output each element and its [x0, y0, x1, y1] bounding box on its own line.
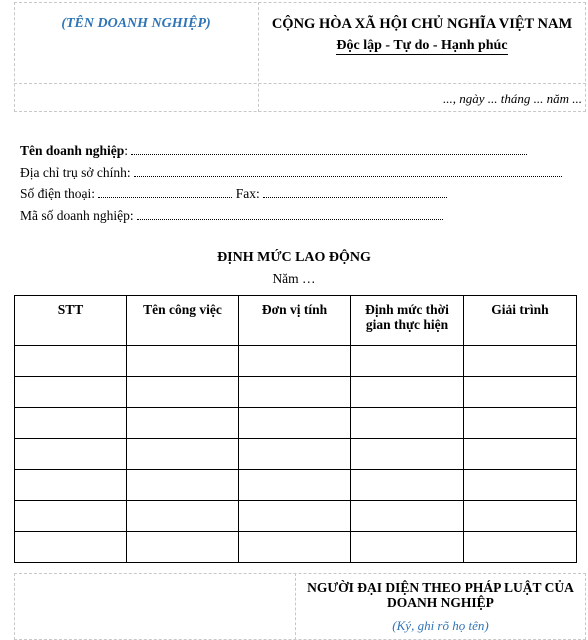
table-cell[interactable]: [127, 346, 239, 377]
phone-field[interactable]: [98, 187, 232, 198]
national-motto: [258, 38, 586, 54]
table-cell[interactable]: [15, 439, 127, 470]
column-header-stt: STT: [15, 296, 127, 346]
table-row: [15, 377, 577, 408]
signature-title: NGƯỜI ĐẠI DIỆN THEO PHÁP LUẬT CỦA DOANH NGHIỆP: [307, 580, 574, 610]
column-header-task-name: Tên công việc: [127, 296, 239, 346]
header-divider-horizontal: [14, 83, 586, 84]
tax-code-label: Mã số doanh nghiệp:: [20, 208, 134, 223]
table-cell[interactable]: [239, 439, 351, 470]
column-header-time-norm: Định mức thời gian thực hiện: [351, 296, 464, 346]
table-cell[interactable]: [239, 408, 351, 439]
table-cell[interactable]: [464, 470, 577, 501]
info-address: [20, 165, 562, 181]
table-cell[interactable]: [15, 501, 127, 532]
table-cell[interactable]: [127, 408, 239, 439]
date-line: ..., ngày ... tháng ... năm ...: [442, 91, 582, 106]
info-tax-code: [20, 208, 443, 224]
table-cell[interactable]: [15, 346, 127, 377]
company-placeholder: (TÊN DOANH NGHIỆP): [61, 16, 211, 31]
info-phone-fax: [20, 186, 447, 202]
table-cell[interactable]: [127, 532, 239, 563]
motto-text: Độc lập - Tự do - Hạnh phúc: [336, 38, 508, 53]
table-body: [15, 346, 577, 563]
labor-norm-table: [14, 295, 577, 563]
table-cell[interactable]: [239, 346, 351, 377]
table-header-row: [15, 296, 577, 346]
fax-label: Fax:: [235, 186, 260, 201]
company-name-field[interactable]: [131, 144, 527, 155]
table-cell[interactable]: [351, 408, 464, 439]
company-name-label: Tên doanh nghiệp: [20, 143, 125, 158]
national-title: CỘNG HÒA XÃ HỘI CHỦ NGHĨA VIỆT NAM: [271, 16, 573, 32]
document-title: ĐỊNH MỨC LAO ĐỘNG: [217, 250, 371, 265]
table-cell[interactable]: [239, 377, 351, 408]
table-cell[interactable]: [464, 377, 577, 408]
table-cell[interactable]: [351, 439, 464, 470]
table-cell[interactable]: [15, 532, 127, 563]
table-cell[interactable]: [351, 501, 464, 532]
table-row: [15, 408, 577, 439]
signature-note: (Ký, ghi rõ họ tên): [392, 618, 489, 633]
table-cell[interactable]: [127, 501, 239, 532]
table-cell[interactable]: [351, 346, 464, 377]
table-cell[interactable]: [239, 532, 351, 563]
table-cell[interactable]: [239, 470, 351, 501]
table-cell[interactable]: [464, 532, 577, 563]
column-header-explanation: Giải trình: [464, 296, 577, 346]
table-cell[interactable]: [15, 408, 127, 439]
table-row: [15, 501, 577, 532]
table-cell[interactable]: [127, 470, 239, 501]
table-cell[interactable]: [464, 408, 577, 439]
table-row: [15, 439, 577, 470]
table-cell[interactable]: [464, 439, 577, 470]
table-row: [15, 532, 577, 563]
fax-field[interactable]: [263, 187, 447, 198]
table-cell[interactable]: [15, 470, 127, 501]
table-cell[interactable]: [464, 501, 577, 532]
info-company-name: Tên doanh nghiệp:: [20, 143, 527, 159]
address-label: Địa chỉ trụ sở chính:: [20, 165, 131, 180]
table-cell[interactable]: [351, 532, 464, 563]
phone-label: Số điện thoại:: [20, 186, 95, 201]
table-cell[interactable]: [239, 501, 351, 532]
table-row: [15, 470, 577, 501]
table-cell[interactable]: [127, 377, 239, 408]
table-cell[interactable]: [15, 377, 127, 408]
tax-code-field[interactable]: [137, 209, 443, 220]
table-cell[interactable]: [351, 377, 464, 408]
year-line: Năm …: [272, 271, 316, 286]
table-cell[interactable]: [464, 346, 577, 377]
address-field[interactable]: [134, 166, 562, 177]
table-cell[interactable]: [351, 470, 464, 501]
table-row: [15, 346, 577, 377]
column-header-unit: Đơn vị tính: [239, 296, 351, 346]
table-cell[interactable]: [127, 439, 239, 470]
